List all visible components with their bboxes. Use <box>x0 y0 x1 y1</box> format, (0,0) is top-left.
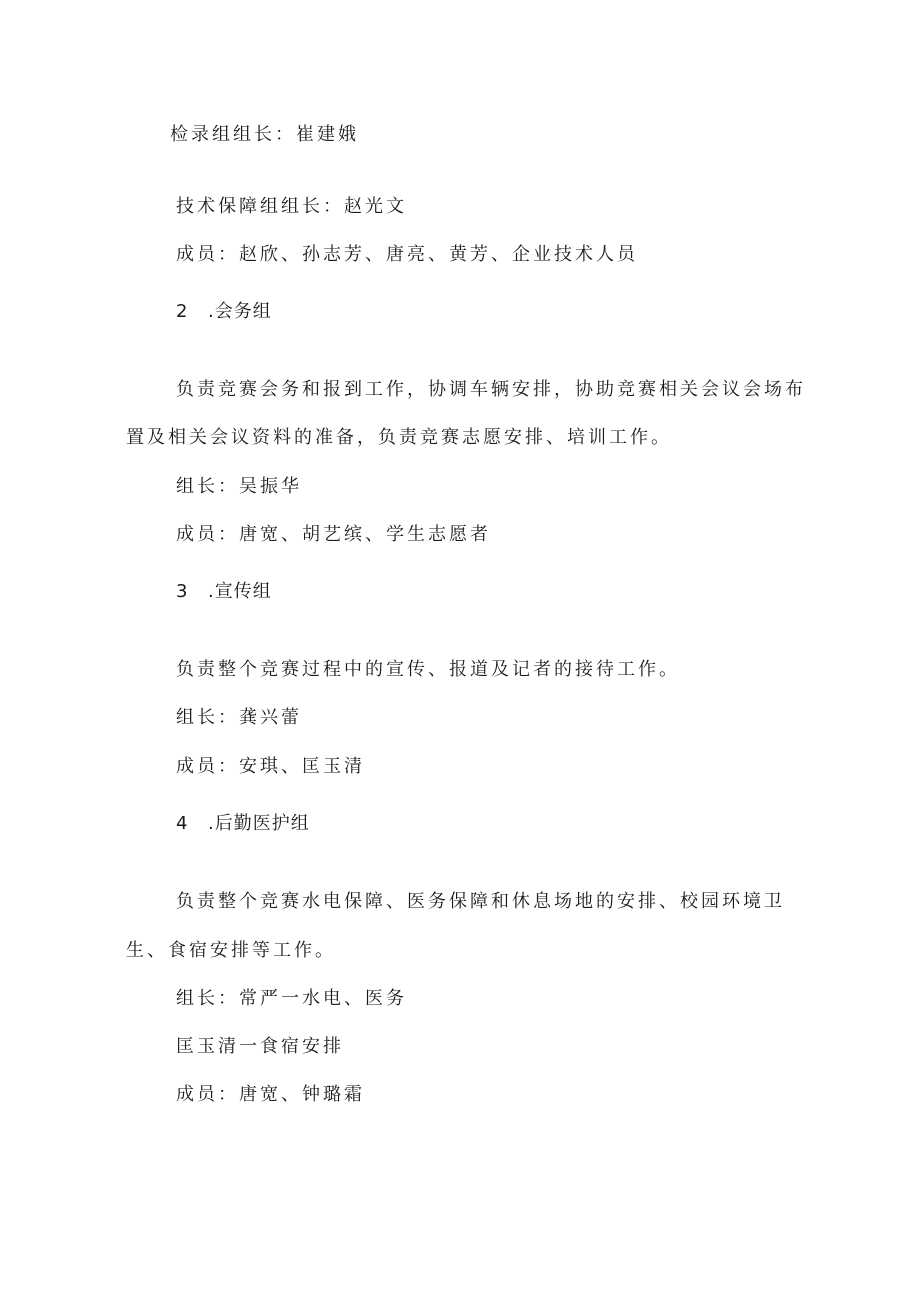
heading-text: .宣传组 <box>208 581 272 602</box>
heading-number: 2 <box>176 301 189 322</box>
logistics-members-line: 成员：唐宽、钟璐霜 <box>176 1084 365 1105</box>
logistics-duty-line-2: 生、食宿安排等工作。 <box>126 940 336 961</box>
meeting-duty-line-2: 置及相关会议资料的准备，负责竞赛志愿安排、培训工作。 <box>126 427 672 448</box>
tech-leader-line: 技术保障组组长：赵光文 <box>176 196 407 217</box>
heading-text: .会务组 <box>208 301 272 322</box>
meeting-duty-line-1: 负责竞赛会务和报到工作，协调车辆安排，协助竞赛相关会议会场布 <box>176 379 806 400</box>
logistics-leader-line: 组长：常严一水电、医务 <box>176 988 407 1009</box>
logistics-group-heading <box>176 812 310 836</box>
publicity-leader-line: 组长：龚兴蕾 <box>176 707 302 728</box>
logistics-duty-line-1: 负责整个竞赛水电保障、医务保障和休息场地的安排、校园环境卫 <box>176 891 785 912</box>
heading-number: 3 <box>176 581 189 602</box>
meeting-group-heading <box>176 300 272 324</box>
logistics-leader-line-2: 匡玉清一食宿安排 <box>176 1036 344 1057</box>
publicity-members-line: 成员：安琪、匡玉清 <box>176 756 365 777</box>
checkin-leader-line: 检录组组长：崔建娥 <box>170 124 359 145</box>
tech-members-line: 成员：赵欣、孙志芳、唐亮、黄芳、企业技术人员 <box>176 244 638 265</box>
publicity-duty-line: 负责整个竞赛过程中的宣传、报道及记者的接待工作。 <box>176 659 680 680</box>
heading-text: .后勤医护组 <box>208 813 310 834</box>
heading-number: 4 <box>176 813 189 834</box>
meeting-leader-line: 组长：吴振华 <box>176 476 302 497</box>
meeting-members-line: 成员：唐宽、胡艺缤、学生志愿者 <box>176 524 491 545</box>
publicity-group-heading <box>176 580 272 604</box>
